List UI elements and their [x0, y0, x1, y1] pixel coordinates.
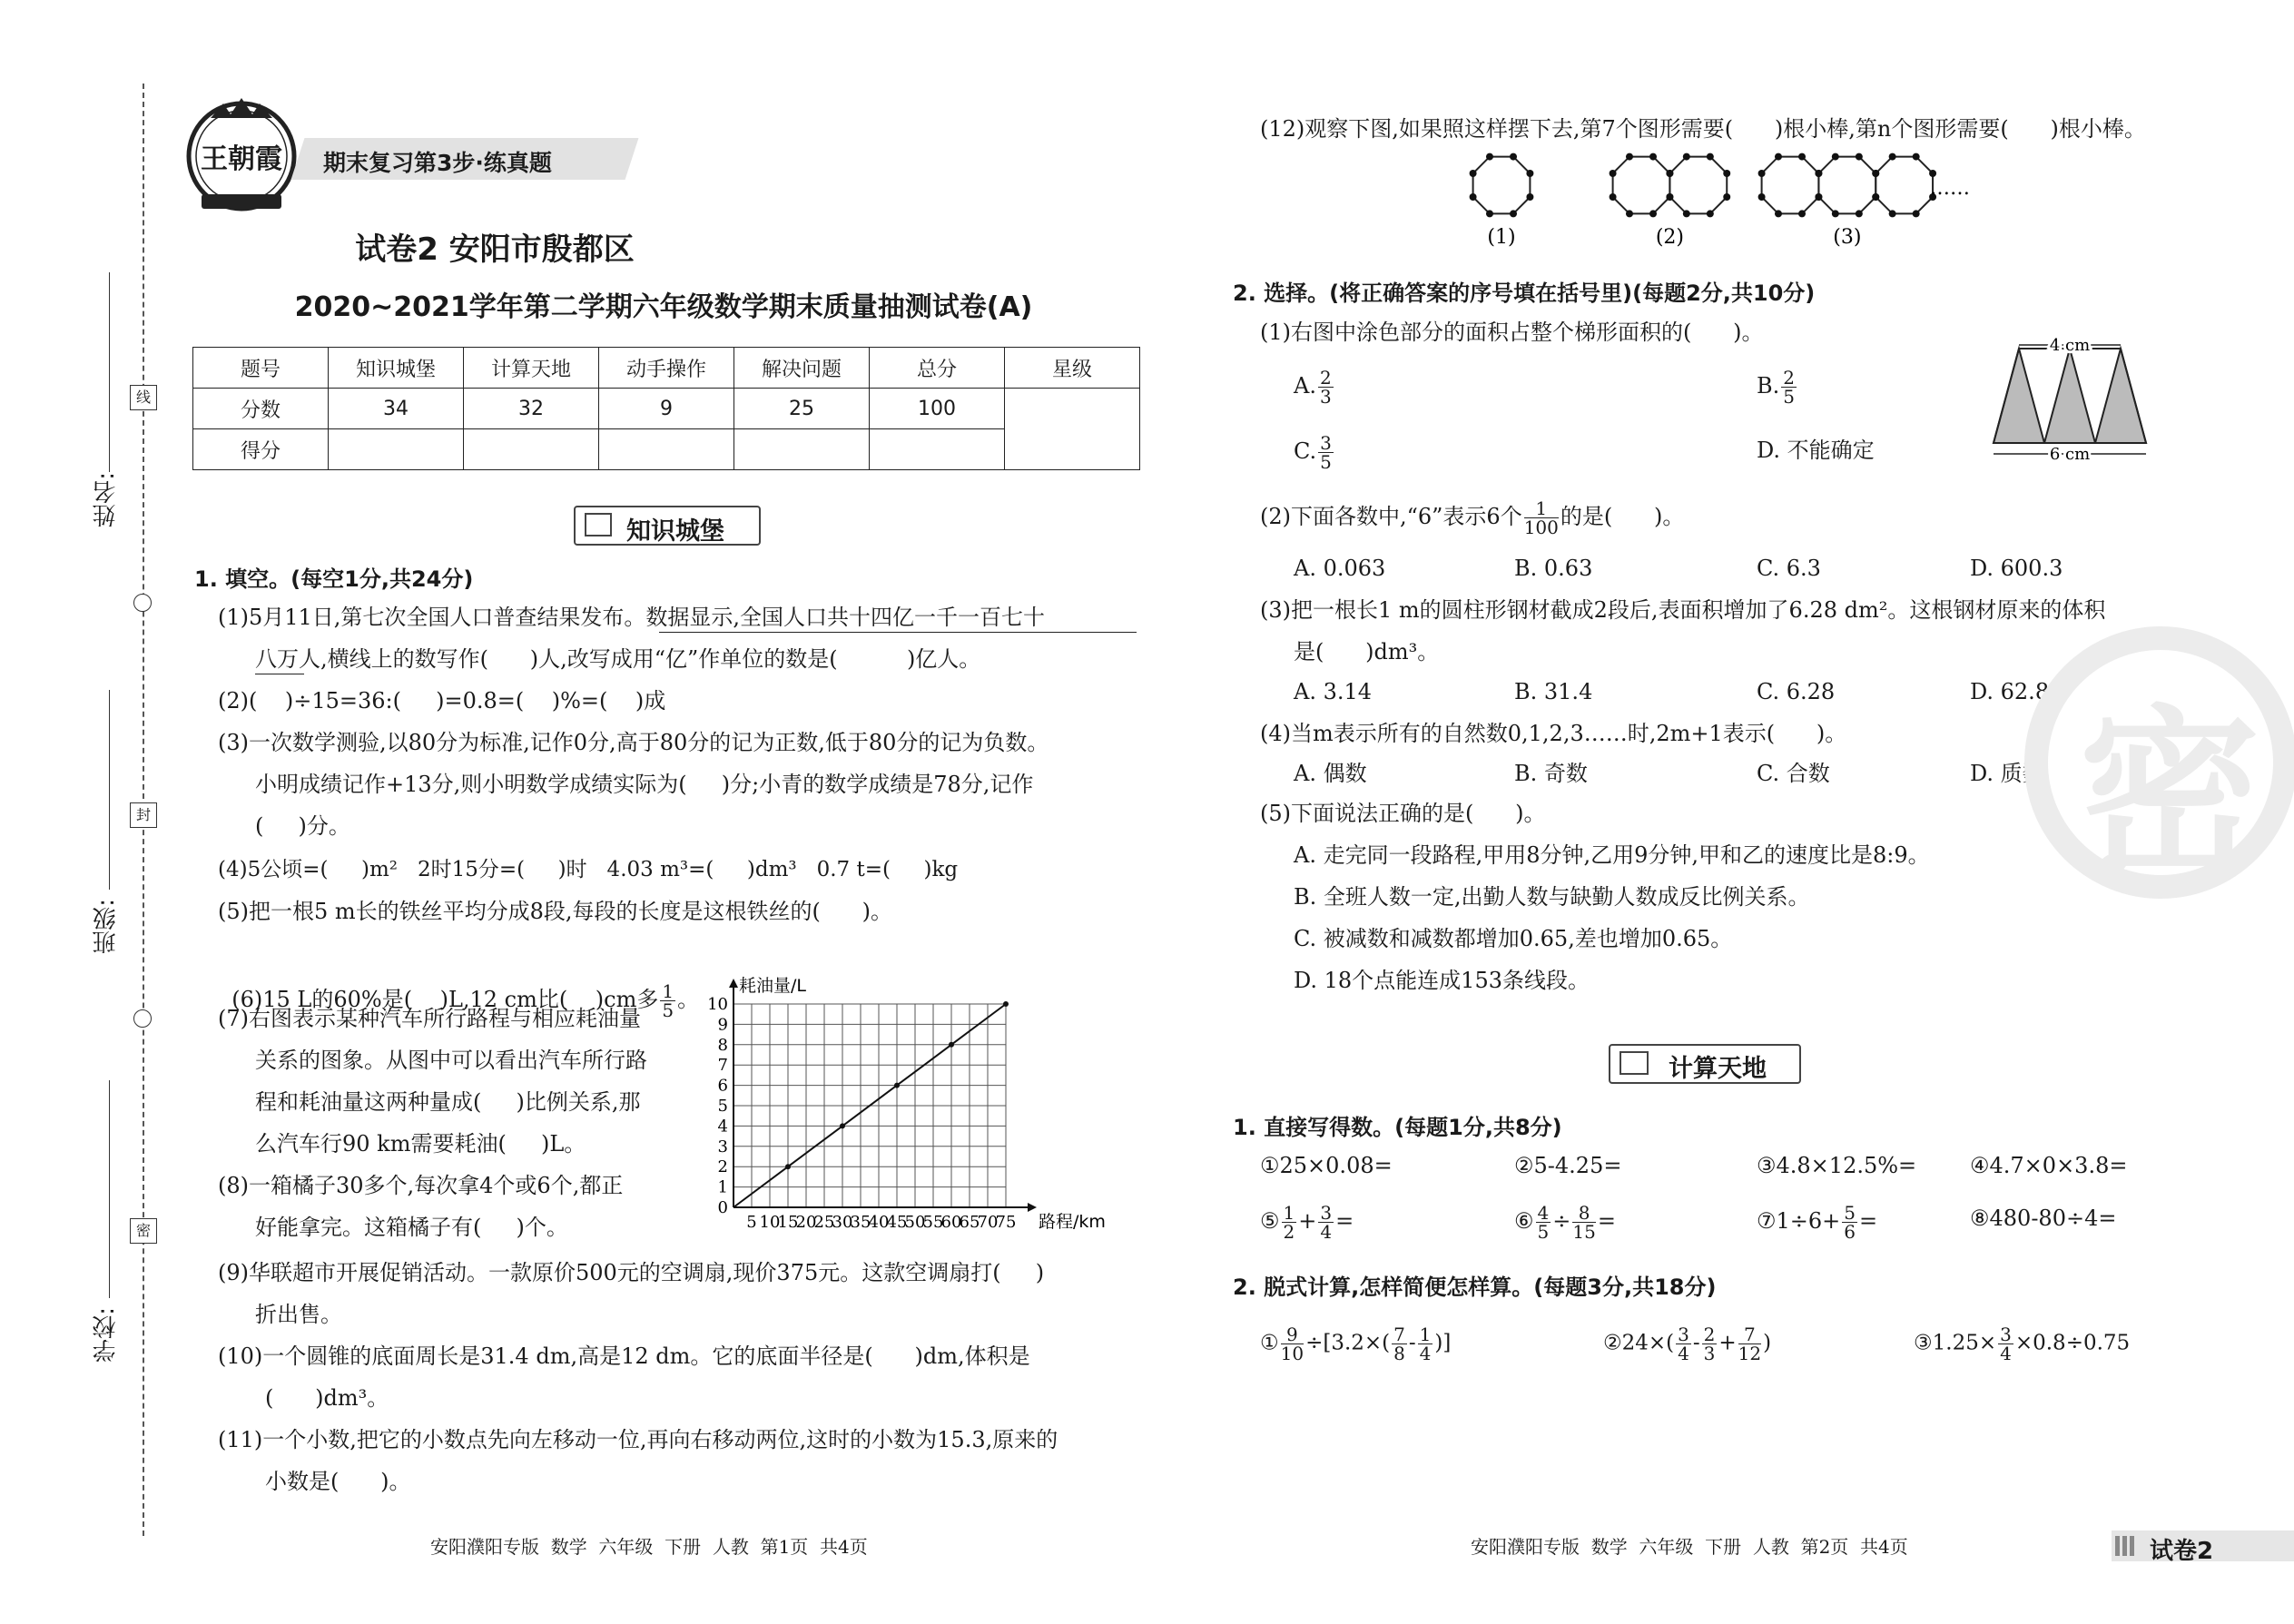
table-cell: 得分: [193, 429, 329, 470]
q1-9-line2: 折出售。: [255, 1302, 342, 1327]
q2-4-option: C. 合数: [1757, 761, 1830, 786]
octagon-dot: [1510, 153, 1517, 161]
y-axis-label: 耗油量/L: [739, 976, 806, 996]
octagon-dot: [1815, 193, 1822, 201]
q2-3-option: B. 31.4: [1514, 679, 1593, 704]
school-label: 学校:: [93, 1307, 120, 1363]
footer-left: 安阳濮阳专版 数学 六年级 下册 人教 第1页 共4页: [430, 1536, 868, 1558]
octagon-shape: [1613, 157, 1670, 214]
y-tick-label: 0: [717, 1198, 728, 1217]
continuation-dots: ……: [1930, 177, 1970, 200]
fraction-numerator: 2: [1319, 367, 1332, 389]
octagon-dot: [1758, 170, 1766, 177]
fraction-numerator: 2: [1703, 1324, 1716, 1345]
calc1-heading: 1. 直接写得数。(每题1分,共8分): [1233, 1115, 1562, 1140]
y-tick-label: 5: [717, 1097, 728, 1116]
q2-1: (1)右图中涂色部分的面积占整个梯形面积的( )。: [1260, 320, 1764, 345]
q1-8-line1: (8)一箱橘子30多个,每次拿4个或6个,都正: [218, 1173, 624, 1198]
octagon-dot: [1486, 153, 1493, 161]
octagon-dot: [1486, 210, 1493, 217]
seal-circle-1: [133, 594, 152, 612]
x-tick-label: 25: [813, 1213, 835, 1232]
calc-item-8: ⑧480-80÷4=: [1970, 1206, 2117, 1231]
octagon-dot: [1913, 153, 1920, 161]
y-tick-label: 10: [707, 995, 728, 1014]
footer-right: 安阳濮阳专版 数学 六年级 下册 人教 第2页 共4页: [1471, 1536, 1908, 1558]
octagon-dot: [1775, 210, 1782, 217]
q2-5-option: C. 被减数和减数都增加0.65,差也增加0.65。: [1294, 926, 1733, 951]
seal-dense-mark: 密: [130, 1218, 157, 1244]
octagon-dot: [1798, 153, 1806, 161]
q2-4-option: A. 偶数: [1294, 761, 1367, 786]
calc2-item-2: [1603, 1325, 1771, 1363]
fraction-numerator: 1: [662, 980, 674, 1002]
table-cell: 100: [870, 389, 1005, 429]
q1-10-line2: ( )dm³。: [265, 1385, 389, 1411]
x-tick-label: 40: [868, 1213, 890, 1232]
calc-text: =: [1859, 1208, 1878, 1234]
footer-tag: 试卷2: [2150, 1538, 2214, 1565]
table-row: [193, 429, 1140, 470]
octagon-dot: [1929, 170, 1936, 177]
q2-4-option: D. 质数: [1970, 761, 2044, 786]
fraction-denominator: 15: [1572, 1221, 1596, 1243]
q2-1-option-c: [1294, 434, 1335, 471]
x-tick-label: 65: [959, 1213, 980, 1232]
calc-text: ⑤: [1260, 1208, 1280, 1234]
castle-icon: [585, 513, 612, 536]
q1-7-line3: 程和耗油量这两种量成( )比例关系,那: [255, 1089, 641, 1115]
score-table: [192, 347, 1140, 470]
q1-3-line1: (3)一次数学测验,以80分为标准,记作0分,高于80分的记为正数,低于80分的记为负数。: [218, 730, 1049, 755]
fraction-denominator: 4: [1320, 1221, 1333, 1243]
q1-5: (5)把一根5 m长的铁丝平均分成8段,每段的长度是这根铁丝的( )。: [218, 899, 893, 924]
q1-6-end: 。: [677, 987, 700, 1012]
y-tick-label: 9: [717, 1015, 728, 1035]
table-header: 星级: [1005, 348, 1140, 389]
data-point: [785, 1164, 791, 1169]
x-tick-label: 30: [832, 1213, 853, 1232]
calc-text: ⑥: [1514, 1208, 1534, 1234]
fraction-denominator: 8: [1393, 1343, 1405, 1364]
q2-3-option: D. 62.8: [1970, 679, 2050, 704]
calc-text: ⑦1÷6+: [1757, 1208, 1841, 1234]
q1-heading: 1. 填空。(每空1分,共24分): [194, 566, 474, 592]
score-input-cell[interactable]: [734, 429, 870, 470]
fraction-numerator: 1: [1419, 1324, 1432, 1345]
fraction-numerator: 4: [1537, 1202, 1550, 1224]
fraction-denominator: 5: [1537, 1221, 1550, 1243]
page-title: 试卷2 安阳市殷都区: [355, 231, 635, 268]
calc-text: ①: [1260, 1331, 1279, 1355]
option-letter: A.: [1294, 373, 1316, 399]
x-axis-arrow: [1028, 1203, 1037, 1212]
octagon-dot: [1758, 193, 1766, 201]
fraction: [1781, 369, 1797, 406]
fraction-numerator: 2: [1783, 367, 1795, 389]
fraction: [1318, 434, 1334, 471]
calculator-icon: [1620, 1051, 1649, 1075]
octagon-dot: [1683, 210, 1690, 217]
fraction-numerator: 3: [1320, 1202, 1333, 1224]
octagon-dot: [1815, 170, 1822, 177]
q2-4-option: B. 奇数: [1514, 761, 1588, 786]
q1-4: (4)5公顷=( )m² 2时15分=( )时 4.03 m³=( )dm³ 0.7 t=( )kg: [218, 858, 959, 881]
fraction: [1392, 1325, 1407, 1363]
fraction-numerator: 7: [1393, 1324, 1405, 1345]
score-input-cell[interactable]: [464, 429, 599, 470]
x-axis-label: 路程/km: [1039, 1212, 1106, 1232]
octagon-dot: [1913, 210, 1920, 217]
fraction-denominator: 5: [1320, 451, 1332, 473]
octagon-dot: [1832, 153, 1839, 161]
fraction-denominator: 4: [1419, 1343, 1432, 1364]
y-tick-label: 1: [717, 1177, 728, 1197]
fraction-numerator: 3: [1678, 1324, 1689, 1345]
calc-text: )]: [1434, 1331, 1452, 1355]
calc-item-7: [1757, 1204, 1877, 1241]
calc-text: -: [1692, 1331, 1700, 1355]
fraction: [1536, 1204, 1551, 1241]
data-point: [949, 1042, 954, 1048]
octagon-dot: [1610, 170, 1617, 177]
q1-10-line1: (10)一个圆锥的底面周长是31.4 dm,高是12 dm。它的底面半径是( )dm,体积是: [218, 1343, 1030, 1369]
fraction: [1842, 1204, 1857, 1241]
calc-text: ×0.8÷0.75: [2014, 1331, 2131, 1355]
q2-5: (5)下面说法正确的是( )。: [1260, 801, 1546, 826]
q1-3-line3: ( )分。: [255, 813, 350, 839]
calc-item: ②5-4.25=: [1514, 1153, 1622, 1178]
fuel-consumption-chart: [699, 969, 1144, 1233]
calc2-heading: 2. 脱式计算,怎样简便怎样算。(每题3分,共18分): [1233, 1275, 1717, 1300]
fraction: [1318, 369, 1334, 406]
calc-text: ÷[3.2×(: [1305, 1331, 1391, 1355]
x-tick-label: 20: [795, 1213, 817, 1232]
x-tick-label: 45: [886, 1213, 908, 1232]
score-input-cell[interactable]: [599, 429, 734, 470]
trapezoid-bottom-label: 6 cm: [2049, 445, 2091, 464]
table-cell: 34: [329, 389, 464, 429]
calc-text: =: [1335, 1208, 1354, 1234]
fraction: [1281, 1325, 1304, 1363]
table-cell: 分数: [193, 389, 329, 429]
fraction: [1676, 1325, 1691, 1363]
octagon-dot: [1526, 193, 1533, 201]
x-tick-label: 55: [922, 1213, 944, 1232]
table-cell: 9: [599, 389, 734, 429]
page-subtitle: 2020~2021学年第二学期六年级数学期末质量抽测试卷(A): [294, 291, 1033, 323]
table-header: 动手操作: [599, 348, 734, 389]
fraction: [1418, 1325, 1433, 1363]
fraction-denominator: 3: [1319, 386, 1332, 408]
calc-item-6: [1514, 1204, 1616, 1241]
q1-9-line1: (9)华联超市开展促销活动。一款原价500元的空调扇,现价375元。这款空调扇打( ): [218, 1260, 1045, 1285]
fraction: [1282, 1204, 1297, 1241]
fraction: [660, 982, 675, 1019]
fraction: [1524, 499, 1559, 536]
fraction-denominator: 3: [1703, 1343, 1716, 1364]
q2-2-option: C. 6.3: [1757, 556, 1821, 581]
table-header: 解决问题: [734, 348, 870, 389]
watermark-text: 密: [2079, 690, 2261, 901]
octagon-dot: [1889, 210, 1896, 217]
calc-text: ): [1763, 1331, 1772, 1355]
footer-tag-pattern-icon: [2115, 1536, 2137, 1556]
octagon-dot: [1856, 153, 1863, 161]
calc-text: =: [1597, 1208, 1616, 1234]
octagon-dot: [1889, 153, 1896, 161]
y-tick-label: 2: [717, 1157, 728, 1177]
fraction-numerator: 8: [1572, 1204, 1595, 1223]
x-tick-label: 5: [746, 1213, 757, 1232]
step-banner: 期末复习第3步·练真题: [323, 150, 552, 176]
octagon-dot: [1626, 210, 1633, 217]
calc2-item-1: [1260, 1325, 1451, 1363]
octagon-dot: [1610, 193, 1617, 201]
q2-1-option-b: [1757, 369, 1798, 406]
fraction-numerator: 3: [2000, 1324, 2012, 1345]
q2-heading: 2. 选择。(将正确答案的序号填在括号里)(每题2分,共10分): [1233, 281, 1816, 306]
calc-item: ①25×0.08=: [1260, 1153, 1393, 1178]
fraction: [1738, 1325, 1761, 1363]
star-rating-cell[interactable]: [1005, 389, 1140, 470]
calc-text: ÷: [1552, 1208, 1571, 1234]
q2-2: [1260, 499, 1684, 536]
seal-seal-mark: 封: [130, 802, 157, 828]
octagon-dot: [1798, 210, 1806, 217]
table-cell: 32: [464, 389, 599, 429]
octagon-dot: [1470, 193, 1477, 201]
underline-mark: [659, 632, 1137, 633]
calc-item: ④4.7×0×3.8=: [1970, 1153, 2128, 1178]
fraction-numerator: 7: [1738, 1325, 1761, 1344]
y-tick-label: 7: [717, 1056, 728, 1076]
q2-5-option: D. 18个点能连成153条线段。: [1294, 968, 1590, 993]
brand-logo: [183, 98, 300, 214]
q1-2: (2)( )÷15=36:( )=0.8=( )%=( )成: [218, 688, 666, 714]
class-label: 班级:: [93, 899, 120, 954]
q1-1-line1: (1)5月11日,第七次全国人口普查结果发布。数据显示,全国人口共十四亿一千一百七十: [218, 605, 1046, 630]
fraction-denominator: 6: [1844, 1221, 1856, 1243]
fraction-denominator: 4: [2000, 1343, 2012, 1364]
y-tick-label: 8: [717, 1035, 728, 1055]
q2-3-line1: (3)把一根长1 m的圆柱形钢材截成2段后,表面积增加了6.28 dm²。这根钢材原来的体积: [1260, 597, 2106, 623]
x-tick-label: 35: [850, 1213, 871, 1232]
score-input-cell[interactable]: [870, 429, 1005, 470]
trapezoid-top-label: 4 cm: [2049, 336, 2091, 355]
octagon-dot: [1707, 210, 1714, 217]
octagon-shape: [1669, 157, 1727, 214]
x-tick-label: 50: [904, 1213, 926, 1232]
octagon-shape: [1876, 157, 1933, 214]
octagon-dot: [1526, 170, 1533, 177]
octagon-dot: [1872, 170, 1879, 177]
octagon-dot: [1666, 193, 1673, 201]
q2-1-option-a: [1294, 369, 1335, 406]
q2-5-option: B. 全班人数一定,出勤人数与缺勤人数成反比例关系。: [1294, 884, 1810, 910]
data-point: [840, 1123, 845, 1128]
q2-2-end: 的是( )。: [1560, 504, 1685, 529]
section-title-knowledge: 知识城堡: [626, 517, 724, 546]
figure-label: (2): [1655, 226, 1684, 249]
table-header: 题号: [193, 348, 329, 389]
q2-2-option: A. 0.063: [1294, 556, 1386, 581]
q2-4: (4)当m表示所有的自然数0,1,2,3……时,2m+1表示( )。: [1260, 721, 1847, 746]
calc-text: ②24×(: [1603, 1331, 1675, 1355]
q2-3-line2: 是( )dm³。: [1294, 639, 1440, 664]
table-row: [193, 348, 1140, 389]
octagon-dot: [1510, 210, 1517, 217]
octagon-dot: [1856, 210, 1863, 217]
table-cell: 25: [734, 389, 870, 429]
calc-text: +: [1298, 1208, 1317, 1234]
fraction-numerator: 1: [1524, 499, 1559, 518]
calc-text: +: [1718, 1331, 1737, 1355]
q2-1-option-d: D. 不能确定: [1757, 438, 1875, 463]
data-point: [1003, 1001, 1009, 1007]
name-line: [109, 272, 110, 472]
option-letter: C.: [1294, 438, 1317, 464]
octagon-dot: [1723, 170, 1730, 177]
fraction: [1998, 1325, 2013, 1363]
y-tick-label: 4: [717, 1117, 728, 1137]
calc-item: ③4.8×12.5%=: [1757, 1153, 1917, 1178]
y-tick-label: 6: [717, 1076, 728, 1096]
fraction-denominator: 5: [662, 999, 674, 1021]
figure-label: (3): [1833, 226, 1862, 249]
score-input-cell[interactable]: [329, 429, 464, 470]
octagon-shape: [1473, 157, 1531, 214]
trapezoid-figure: [1988, 334, 2151, 470]
fraction: [1702, 1325, 1718, 1363]
seal-circle-2: [133, 1009, 152, 1028]
table-row: [193, 389, 1140, 429]
q1-8-line2: 好能拿完。这箱橘子有( )个。: [255, 1215, 568, 1240]
octagon-dot: [1872, 193, 1879, 201]
q2-2-text: (2)下面各数中,“6”表示6个: [1260, 504, 1522, 529]
q1-7-line4: 么汽车行90 km需要耗油( )L。: [255, 1131, 586, 1156]
x-tick-label: 15: [777, 1213, 799, 1232]
fraction-denominator: 12: [1738, 1343, 1762, 1364]
q1-6-text: (6)15 L的60%是( )L,12 cm比( )cm多: [231, 987, 659, 1012]
option-letter: B.: [1757, 373, 1780, 399]
octagon-dot: [1626, 153, 1633, 161]
name-label: 姓名:: [93, 472, 120, 527]
seal-line-mark: 线: [130, 385, 157, 410]
q1-7-line2: 关系的图象。从图中可以看出汽车所行路: [255, 1048, 647, 1073]
octagon-dot: [1832, 210, 1839, 217]
q1-12: (12)观察下图,如果照这样摆下去,第7个图形需要( )根小棒,第n个图形需要( )根小棒。: [1260, 116, 2146, 142]
q2-3-option: A. 3.14: [1294, 679, 1373, 704]
fraction-denominator: 2: [1283, 1221, 1295, 1243]
x-tick-label: 75: [995, 1213, 1017, 1232]
q1-11-line1: (11)一个小数,把它的小数点先向左移动一位,再向右移动两位,这时的小数为15.3,原来的: [218, 1427, 1058, 1452]
fraction-denominator: 100: [1523, 517, 1559, 538]
q1-3-line2: 小明成绩记作+13分,则小明数学成绩实际为( )分;小青的数学成绩是78分,记作: [255, 772, 1034, 797]
fraction: [1318, 1204, 1334, 1241]
fraction-numerator: 5: [1844, 1202, 1856, 1224]
table-header: 计算天地: [464, 348, 599, 389]
fraction-denominator: 4: [1678, 1343, 1689, 1364]
fraction-denominator: 10: [1280, 1343, 1305, 1364]
octagon-dot: [1649, 210, 1657, 217]
school-line: [109, 1080, 110, 1298]
q2-2-option: D. 600.3: [1970, 556, 2063, 581]
octagon-dot: [1649, 153, 1657, 161]
octagon-pattern-figure: [1462, 149, 1970, 267]
x-tick-label: 60: [940, 1213, 962, 1232]
octagon-shape: [1818, 157, 1876, 214]
calc-item-5: [1260, 1204, 1354, 1241]
octagon-dot: [1723, 193, 1730, 201]
q1-1-line2: 八万人,横线上的数写作( )人,改写成用“亿”作单位的数是( )亿人。: [255, 646, 981, 672]
fraction: [1572, 1204, 1595, 1241]
octagon-dot: [1470, 170, 1477, 177]
octagon-dot: [1683, 153, 1690, 161]
q2-2-option: B. 0.63: [1514, 556, 1593, 581]
q1-7-line1: (7)右图表示某种汽车所行路程与相应耗油量: [218, 1006, 641, 1031]
calc-text: ③1.25×: [1914, 1331, 1997, 1355]
fraction-numerator: 1: [1283, 1202, 1295, 1224]
octagon-dot: [1666, 170, 1673, 177]
x-tick-label: 10: [759, 1213, 781, 1232]
y-axis-arrow: [729, 979, 738, 988]
data-point: [894, 1083, 900, 1088]
logo-text: 王朝霞: [201, 143, 282, 175]
fraction-numerator: 9: [1281, 1325, 1304, 1344]
class-line: [109, 690, 110, 890]
octagon-shape: [1762, 157, 1819, 214]
octagon-dot: [1775, 153, 1782, 161]
section-title-calc: 计算天地: [1669, 1055, 1767, 1083]
fraction-denominator: 5: [1783, 386, 1795, 408]
table-header: 知识城堡: [329, 348, 464, 389]
q1-11-line2: 小数是( )。: [265, 1469, 411, 1494]
q2-5-option: A. 走完同一段路程,甲用8分钟,乙用9分钟,甲和乙的速度比是8:9。: [1294, 842, 1930, 868]
x-tick-label: 70: [977, 1213, 999, 1232]
fraction-numerator: 3: [1320, 432, 1332, 454]
y-tick-label: 3: [717, 1137, 728, 1156]
calc-text: -: [1408, 1331, 1416, 1355]
table-header: 总分: [870, 348, 1005, 389]
octagon-dot: [1707, 153, 1714, 161]
figure-label: (1): [1487, 226, 1516, 249]
calc2-item-3: [1914, 1325, 2130, 1363]
q2-3-option: C. 6.28: [1757, 679, 1836, 704]
